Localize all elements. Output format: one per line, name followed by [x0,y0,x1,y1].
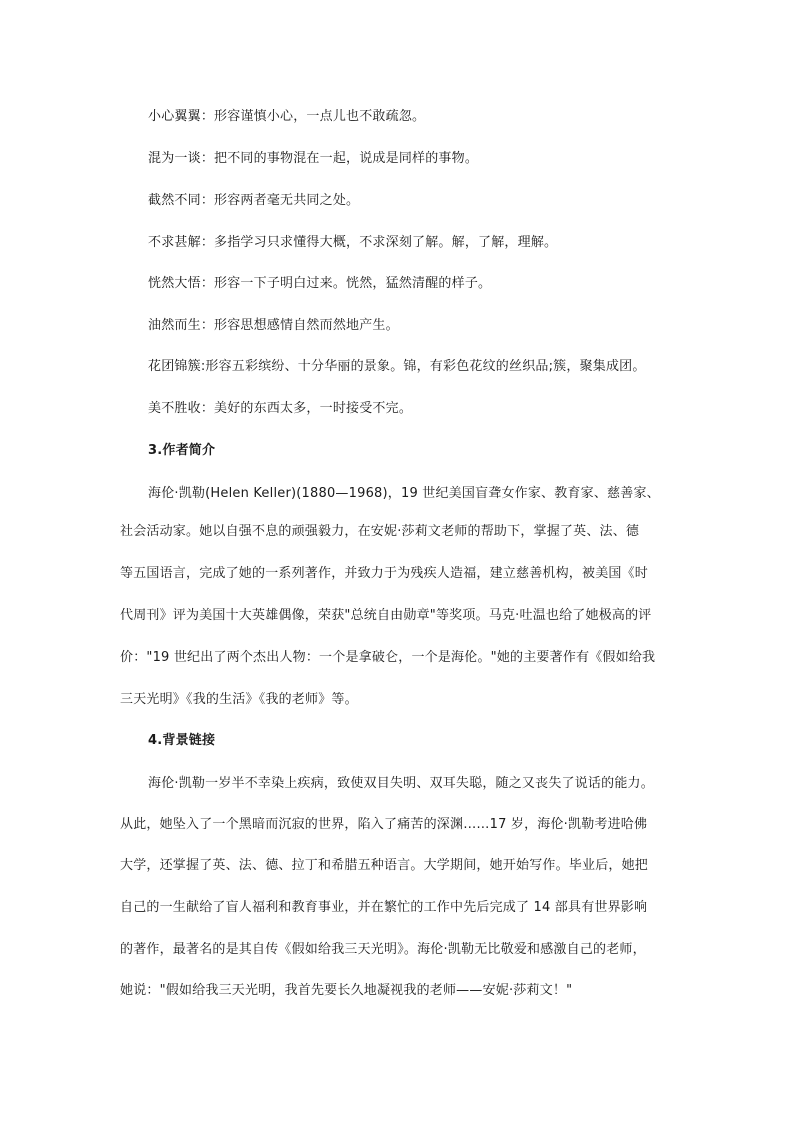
vocab-separator: ： [200,193,215,208]
vocab-entry [148,317,399,335]
paragraph-line: 从此，她坠入了一个黑暗而沉寂的世界，陷入了痛苦的深渊……17 岁，海伦·凯勒考进哈佛 [120,817,648,832]
vocab-term: 油然而生 [148,318,201,333]
vocab-definition: 形容谨慎小心，一点儿也不敢疏忽。 [214,109,426,124]
vocab-separator: ： [200,109,215,124]
vocab-definition: 多指学习只求懂得大概，不求深刻了解。解，了解，理解。 [214,235,558,250]
paragraph-line: 自己的一生献给了盲人福利和教育事业，并在繁忙的工作中先后完成了 14 部具有世界影响 [120,900,648,915]
section-heading-background: 4.背景链接 [148,733,216,748]
vocab-entry [148,358,646,376]
paragraph-line: 等五国语言，完成了她的一系列著作，并致力于为残疾人造福，建立慈善机构，被美国《时 [120,566,649,581]
paragraph-line: 海伦·凯勒一岁半不幸染上疾病，致使双目失明、双耳失聪，随之又丧失了说话的能力。 [148,776,654,791]
vocab-definition: 形容思想感情自然而然地产生。 [214,318,399,333]
vocab-term: 混为一谈 [148,151,201,166]
vocab-separator: ： [200,235,215,250]
paragraph-line: 三天光明》《我的生活》《我的老师》等。 [120,692,358,707]
paragraph-line: 的著作，最著名的是其自传《假如给我三天光明》。海伦·凯勒无比敬爱和感激自己的老师， [120,942,646,957]
vocab-entry [148,234,557,252]
vocab-definition: 形容两者毫无共同之处。 [214,193,360,208]
paragraph-line: 代周刊》评为美国十大英雄偶像，荣获"总统自由勋章"等奖项。马克·吐温也给了她极高的评 [120,608,652,623]
paragraph-line: 海伦·凯勒(Helen Keller)(1880—1968)，19 世纪美国盲聋女作家、教育家、慈善家、 [148,486,660,501]
vocab-entry [148,275,491,293]
vocab-separator: : [200,359,206,374]
vocab-definition: 把不同的事物混在一起，说成是同样的事物。 [214,151,479,166]
vocab-entry [148,150,478,168]
vocab-entry [148,108,425,126]
vocab-term: 花团锦簇 [148,359,201,374]
vocab-definition: 形容五彩缤纷、十分华丽的景象。锦，有彩色花纹的丝织品;簇，聚集成团。 [205,359,646,374]
vocab-separator: ： [200,318,215,333]
paragraph-line: 她说："假如给我三天光明，我首先要长久地凝视我的老师——安妮·莎莉文！" [120,983,573,998]
vocab-separator: ： [200,151,215,166]
paragraph-line: 价："19 世纪出了两个杰出人物：一个是拿破仑，一个是海伦。"她的主要著作有《假如给我 [120,650,656,665]
vocab-entry [148,400,412,418]
vocab-definition: 美好的东西太多，一时接受不完。 [214,401,413,416]
vocab-entry [148,192,359,210]
vocab-term: 小心翼翼 [148,109,201,124]
paragraph-line: 大学，还掌握了英、法、德、拉丁和希腊五种语言。大学期间，她开始写作。毕业后，她把 [120,858,649,873]
vocab-term: 恍然大悟 [148,276,201,291]
vocab-separator: ： [200,401,215,416]
paragraph-line: 社会活动家。她以自强不息的顽强毅力，在安妮·莎莉文老师的帮助下，掌握了英、法、德 [120,524,640,539]
vocab-term: 不求甚解 [148,235,201,250]
vocab-term: 截然不同 [148,193,201,208]
vocab-definition: 形容一下子明白过来。恍然，猛然清醒的样子。 [214,276,492,291]
section-heading-author: 3.作者简介 [148,443,216,458]
vocab-separator: ： [200,276,215,291]
vocab-term: 美不胜收 [148,401,201,416]
